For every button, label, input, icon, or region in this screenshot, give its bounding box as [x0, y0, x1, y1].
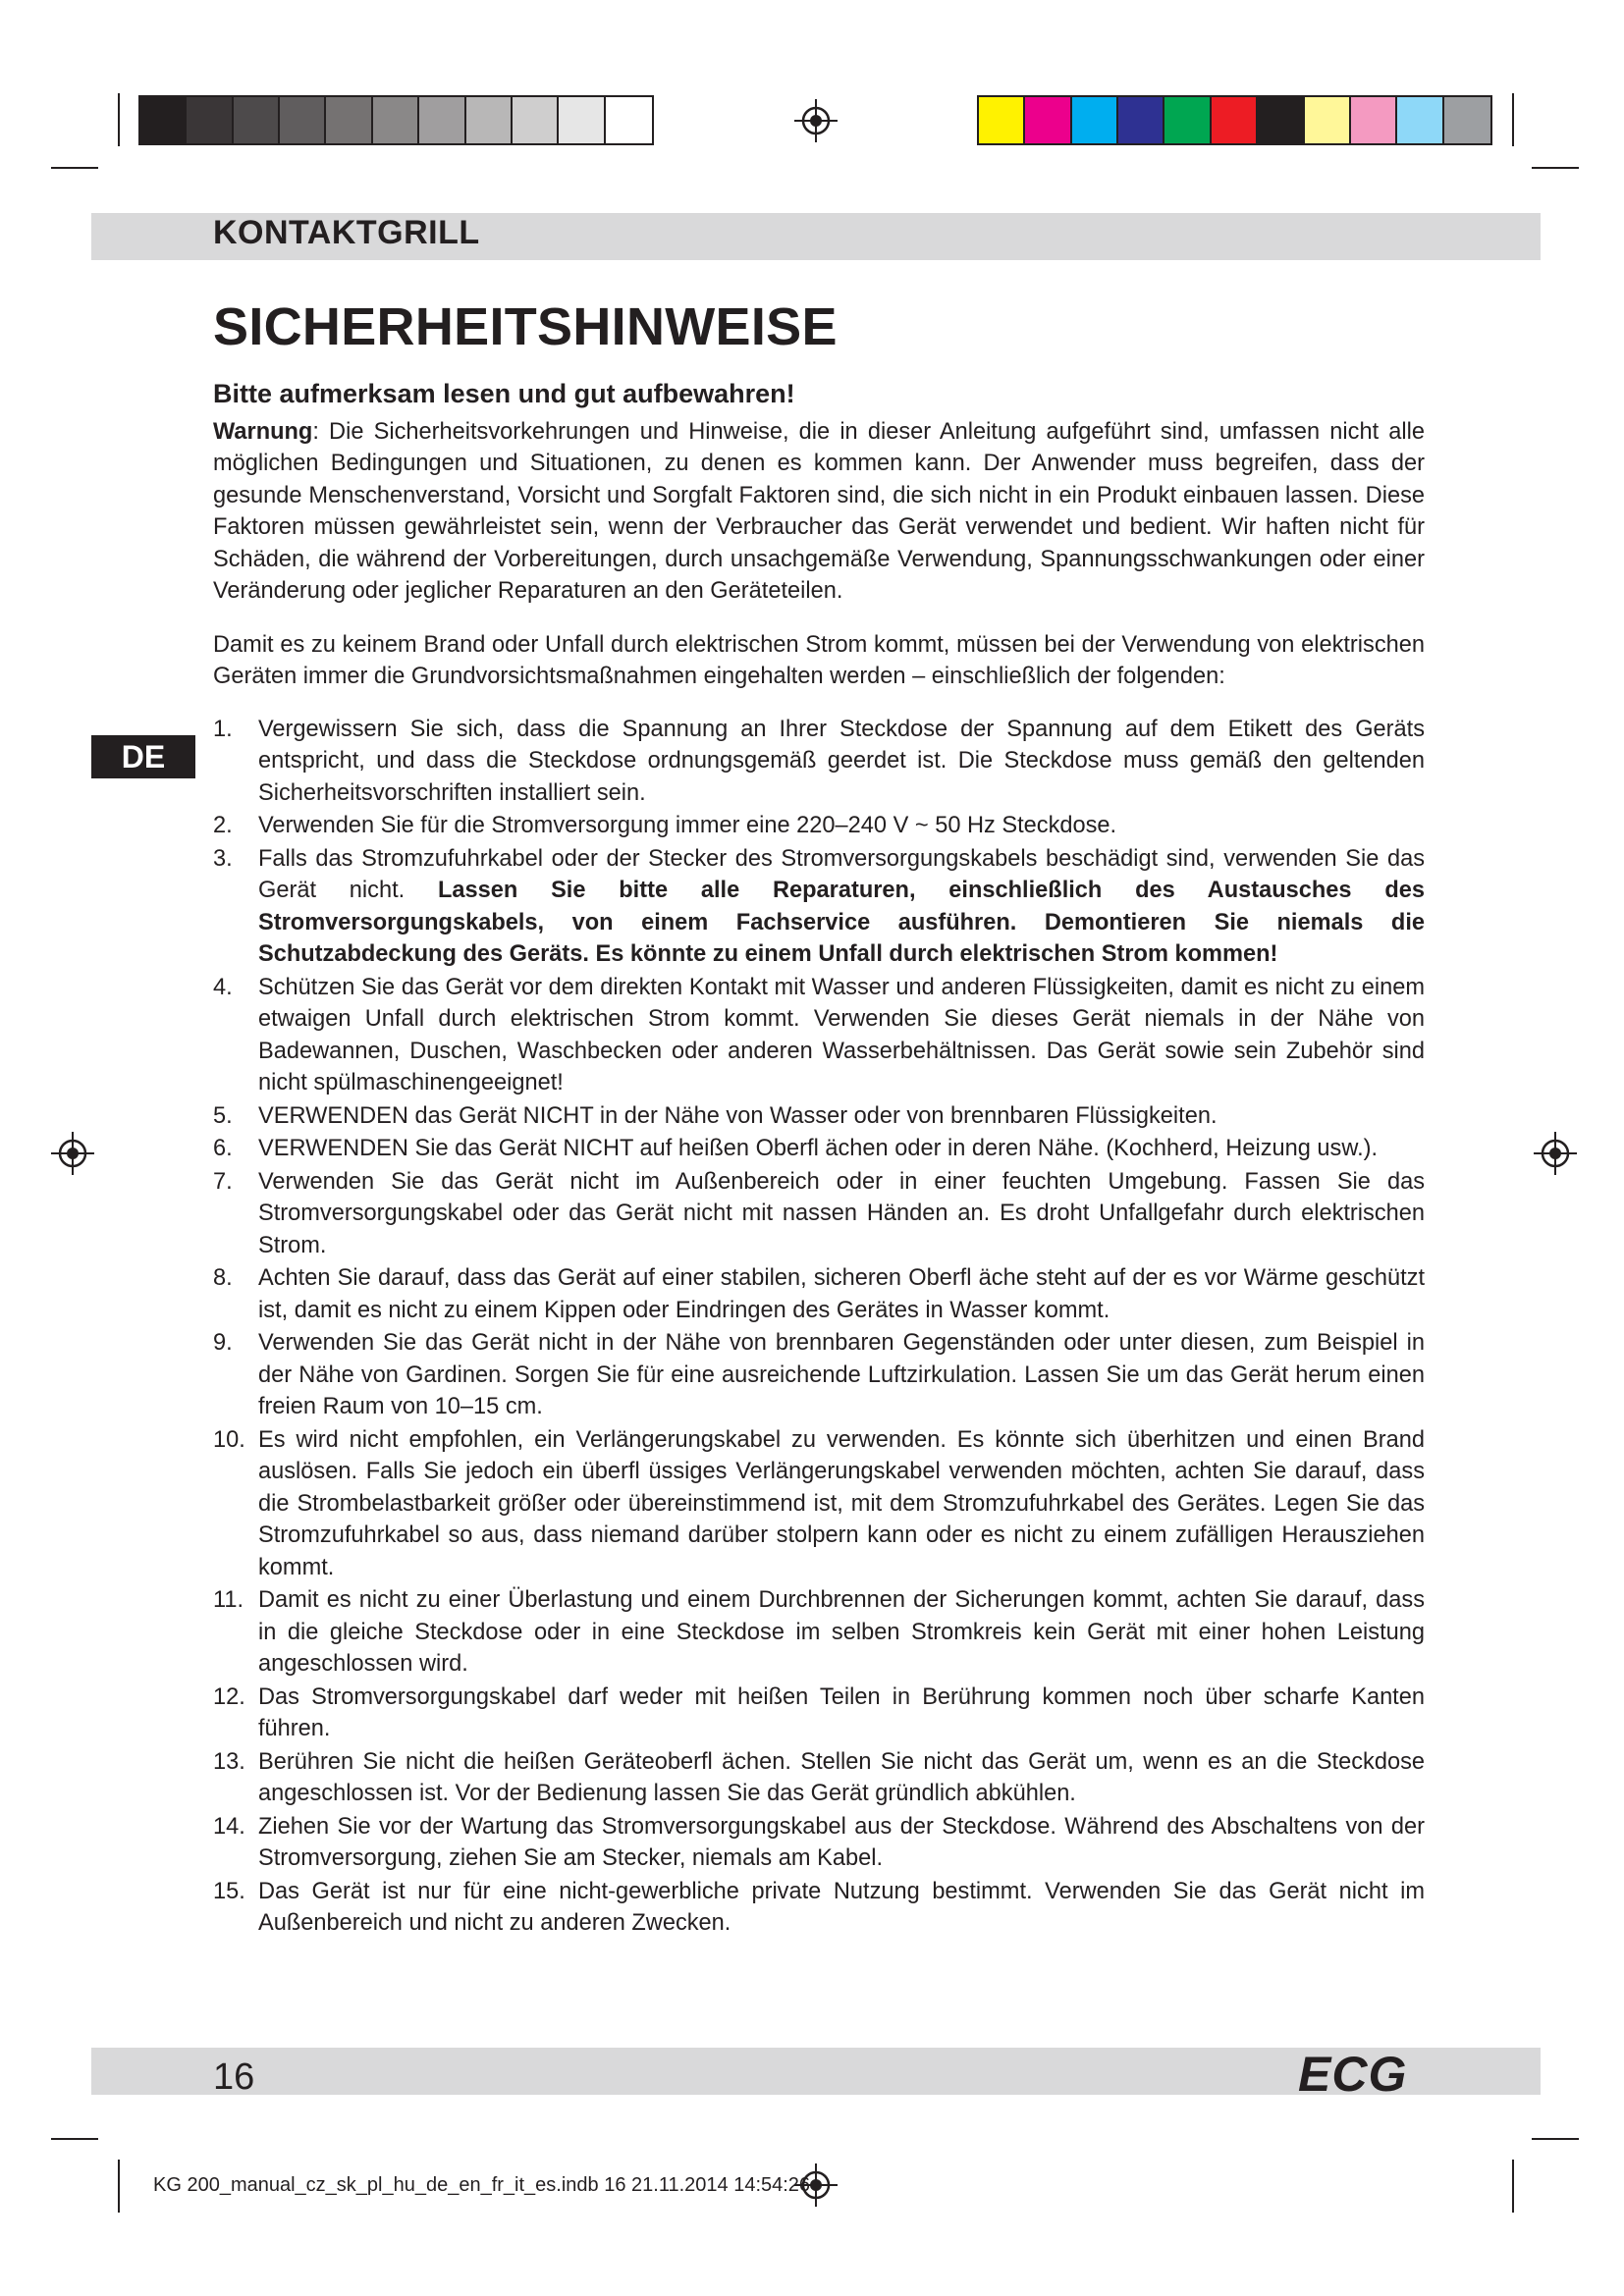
document-label: KONTAKTGRILL — [213, 214, 480, 251]
list-item-number: 10. — [213, 1426, 245, 1453]
intro-paragraph: Damit es zu keinem Brand oder Unfall durch elektrischen Strom kommt, müssen bei der Verwendung von elektrischen Geräten immer die Grundvorsichtsmaßnahmen eingehalten werden – einschließlich der folgenden: — [213, 631, 1425, 689]
list-item-number: 11. — [213, 1587, 244, 1613]
list-item — [213, 843, 1425, 971]
gray-swatch — [513, 97, 559, 143]
gray-swatch — [466, 97, 513, 143]
list-item-text: Das Stromversorgungskabel darf weder mit heißen Teilen in Berührung kommen noch über scharfe Kanten führen. — [258, 1683, 1425, 1741]
subtitle: Bitte aufmerksam lesen und gut aufbewahren! — [213, 379, 795, 408]
list-item-number: 14. — [213, 1813, 245, 1840]
page-title: SICHERHEITSHINWEISE — [213, 297, 838, 356]
color-swatch — [1351, 97, 1397, 143]
color-swatch — [1118, 97, 1164, 143]
list-item-number: 1. — [213, 716, 233, 742]
gray-swatch — [326, 97, 372, 143]
list-item-number: 3. — [213, 845, 233, 872]
print-slug: KG 200_manual_cz_sk_pl_hu_de_en_fr_it_es.indb 16 21.11.2014 14:54:26 — [153, 2174, 811, 2196]
color-swatch — [1164, 97, 1211, 143]
crop-mark-bottom-left-horizontal — [51, 2138, 98, 2140]
list-item-number: 6. — [213, 1136, 233, 1161]
list-item — [213, 714, 1425, 810]
list-item — [213, 1327, 1425, 1423]
safety-list — [213, 714, 1425, 1940]
gray-swatch — [234, 97, 280, 143]
list-item-text: Damit es nicht zu einer Überlastung und einem Durchbrennen der Sicherungen kommt, achten Sie darauf, dass in die gleiche Steckdose oder in eine Steckdose im selben Stromkreis kein Gerät mit einer hohen Leistung angeschlossen wird. — [258, 1587, 1425, 1677]
list-item — [213, 972, 1425, 1099]
list-item-bold-text: Lassen Sie bitte alle Reparaturen, einschließlich des Austausches des Stromversorgungskabels, von einem Fachservice ausführen. Demontieren Sie niemals die Schutzabdeckung des Geräts. Es könnte zu einem Unfall durch elektrischen Strom kommen! — [258, 878, 1425, 967]
list-item-text: Schützen Sie das Gerät vor dem direkten Kontakt mit Wasser und anderen Flüssigkeiten, damit es nicht zu einem etwaigen Unfall durch elektrischen Strom kommt. Verwenden Sie dieses Gerät niemals in der Nähe von Badewannen, Duschen, Waschbecken oder anderen Wasserbehältnissen. Das Gerät sowie sein Zubehör sind nicht spülmaschinengeeignet! — [258, 974, 1425, 1095]
list-item — [213, 1746, 1425, 1810]
crop-mark-bottom-left-vertical — [118, 2160, 120, 2213]
color-swatch — [1305, 97, 1351, 143]
color-swatch — [1212, 97, 1258, 143]
color-swatch — [1444, 97, 1490, 143]
color-swatch — [979, 97, 1025, 143]
list-item-text: VERWENDEN das Gerät NICHT in der Nähe von Wasser oder von brennbaren Flüssigkeiten. — [258, 1102, 1218, 1129]
gray-swatch — [419, 97, 465, 143]
crop-mark-top-left-horizontal — [51, 167, 98, 169]
list-item — [213, 1682, 1425, 1745]
list-item-text: Vergewissern Sie sich, dass die Spannung an Ihrer Steckdose der Spannung auf dem Etikett des Geräts entspricht, und dass die Steckdose ordnungsgemäß geerdet ist. Die Steckdose muss gemäß den geltenden Sicherheitsvorschriften installiert sein. — [258, 716, 1425, 806]
gray-swatch — [280, 97, 326, 143]
crop-mark-bottom-right-horizontal — [1532, 2138, 1579, 2140]
list-item-text: Verwenden Sie für die Stromversorgung immer eine 220–240 V ~ 50 Hz Steckdose. — [258, 813, 1117, 838]
list-item-number: 12. — [213, 1683, 245, 1710]
list-item — [213, 1811, 1425, 1875]
color-swatch — [1258, 97, 1304, 143]
gray-swatch — [606, 97, 652, 143]
list-item-number: 8. — [213, 1265, 233, 1291]
color-swatch — [1072, 97, 1118, 143]
language-tab: DE — [91, 735, 195, 778]
gray-swatch — [559, 97, 605, 143]
color-swatch — [1397, 97, 1443, 143]
warning-label: Warnung — [213, 418, 313, 445]
main-content — [213, 378, 1425, 1941]
list-item — [213, 1584, 1425, 1681]
brand-logo: ECG — [1298, 2047, 1408, 2102]
grayscale-calibration-bar — [138, 95, 654, 145]
list-item-text: Falls das Stromzufuhrkabel oder der Stecker des Stromversorgungskabels beschädigt sind, verwenden Sie das Gerät nicht. — [258, 845, 1425, 903]
list-item — [213, 1876, 1425, 1940]
color-swatch — [1025, 97, 1071, 143]
list-item-text: Das Gerät ist nur für eine nicht-gewerbliche private Nutzung bestimmt. Verwenden Sie das Gerät nicht im Außenbereich und nicht zu anderen Zwecken. — [258, 1878, 1425, 1936]
gray-swatch — [187, 97, 233, 143]
crop-mark-top-left-vertical — [118, 93, 120, 146]
crop-mark-top-right-horizontal — [1532, 167, 1579, 169]
gray-swatch — [140, 97, 187, 143]
list-item-text: Ziehen Sie vor der Wartung das Stromversorgungskabel aus der Steckdose. Während des Abschaltens von der Stromversorgung, ziehen Sie am Stecker, niemals am Kabel. — [258, 1813, 1425, 1871]
list-item — [213, 1262, 1425, 1326]
list-item-text: Es wird nicht empfohlen, ein Verlängerungskabel zu verwenden. Es könnte sich überhitzen und einen Brand auslösen. Falls Sie jedoch ein überfl üssiges Verlängerungskabel verwenden möchten, achten Sie darauf, dass die Strombelastbarkeit größer oder übereinstimmend ist, mit dem Stromzufuhrkabel des Gerätes. Legen Sie das Stromzufuhrkabel so aus, dass niemand darüber stolpern kann oder es nicht zu einem zufälligen Herausziehen kommt. — [258, 1426, 1425, 1580]
list-item-text: VERWENDEN Sie das Gerät NICHT auf heißen Oberfl ächen oder in deren Nähe. (Kochherd, Heizung usw.). — [258, 1136, 1379, 1161]
list-item-number: 4. — [213, 974, 233, 1000]
list-item — [213, 1100, 1425, 1133]
list-item — [213, 1166, 1425, 1262]
crop-mark-top-right-vertical — [1512, 93, 1514, 146]
list-item-number: 2. — [213, 813, 233, 838]
list-item-text: Berühren Sie nicht die heißen Geräteoberfl ächen. Stellen Sie nicht das Gerät um, wenn es an die Steckdose angeschlossen ist. Vor der Bedienung lassen Sie das Gerät gründlich abkühlen. — [258, 1748, 1425, 1806]
list-item — [213, 1133, 1425, 1165]
list-item-number: 7. — [213, 1168, 233, 1195]
list-item-text: Verwenden Sie das Gerät nicht in der Nähe von brennbaren Gegenständen oder unter diesen, zum Beispiel in der Nähe von Gardinen. Sorgen Sie für eine ausreichende Luftzirkulation. Lassen Sie um das Gerät herum einen freien Raum von 10–15 cm. — [258, 1330, 1425, 1419]
warning-text: : Die Sicherheitsvorkehrungen und Hinweise, die in dieser Anleitung aufgeführt sind, umfassen nicht alle möglichen Bedingungen und Situationen, zu denen es kommen kann. Der Anwender muss begreifen, dass der gesunde Menschenverstand, Vorsicht und Sorgfalt Faktoren sind, die sich nicht in ein Produkt einbauen lassen. Diese Faktoren müssen gewährleistet sein, wenn der Verbraucher das Gerät verwendet und bedient. Wir haften nicht für Schäden, die während der Vorbereitungen, durch unsachgemäße Verwendung, Spannungsschwankungen oder einer Veränderung oder jeglicher Reparaturen an den Geräteteilen. — [213, 418, 1425, 604]
list-item — [213, 810, 1425, 842]
gray-swatch — [373, 97, 419, 143]
registration-mark-icon — [794, 99, 838, 142]
registration-mark-icon — [1534, 1132, 1577, 1175]
registration-mark-icon — [51, 1132, 94, 1175]
list-item-text: Achten Sie darauf, dass das Gerät auf einer stabilen, sicheren Oberfl äche steht auf der es vor Wärme geschützt ist, damit es nicht zu einem Kippen oder Eindringen des Gerätes in Wasser kommt. — [258, 1265, 1425, 1323]
list-item — [213, 1424, 1425, 1584]
list-item-number: 9. — [213, 1330, 233, 1356]
page-number: 16 — [213, 2056, 255, 2098]
list-item-number: 5. — [213, 1102, 233, 1129]
list-item-text: Verwenden Sie das Gerät nicht im Außenbereich oder in einer feuchten Umgebung. Fassen Sie das Stromversorgungskabel oder das Gerät nicht mit nassen Händen an. Es droht Unfallgefahr durch elektrischen Strom. — [258, 1168, 1425, 1258]
list-item-number: 13. — [213, 1748, 245, 1775]
color-calibration-bar — [977, 95, 1492, 145]
crop-mark-bottom-right-vertical — [1512, 2160, 1514, 2213]
list-item-number: 15. — [213, 1878, 245, 1904]
warning-paragraph — [213, 416, 1425, 608]
